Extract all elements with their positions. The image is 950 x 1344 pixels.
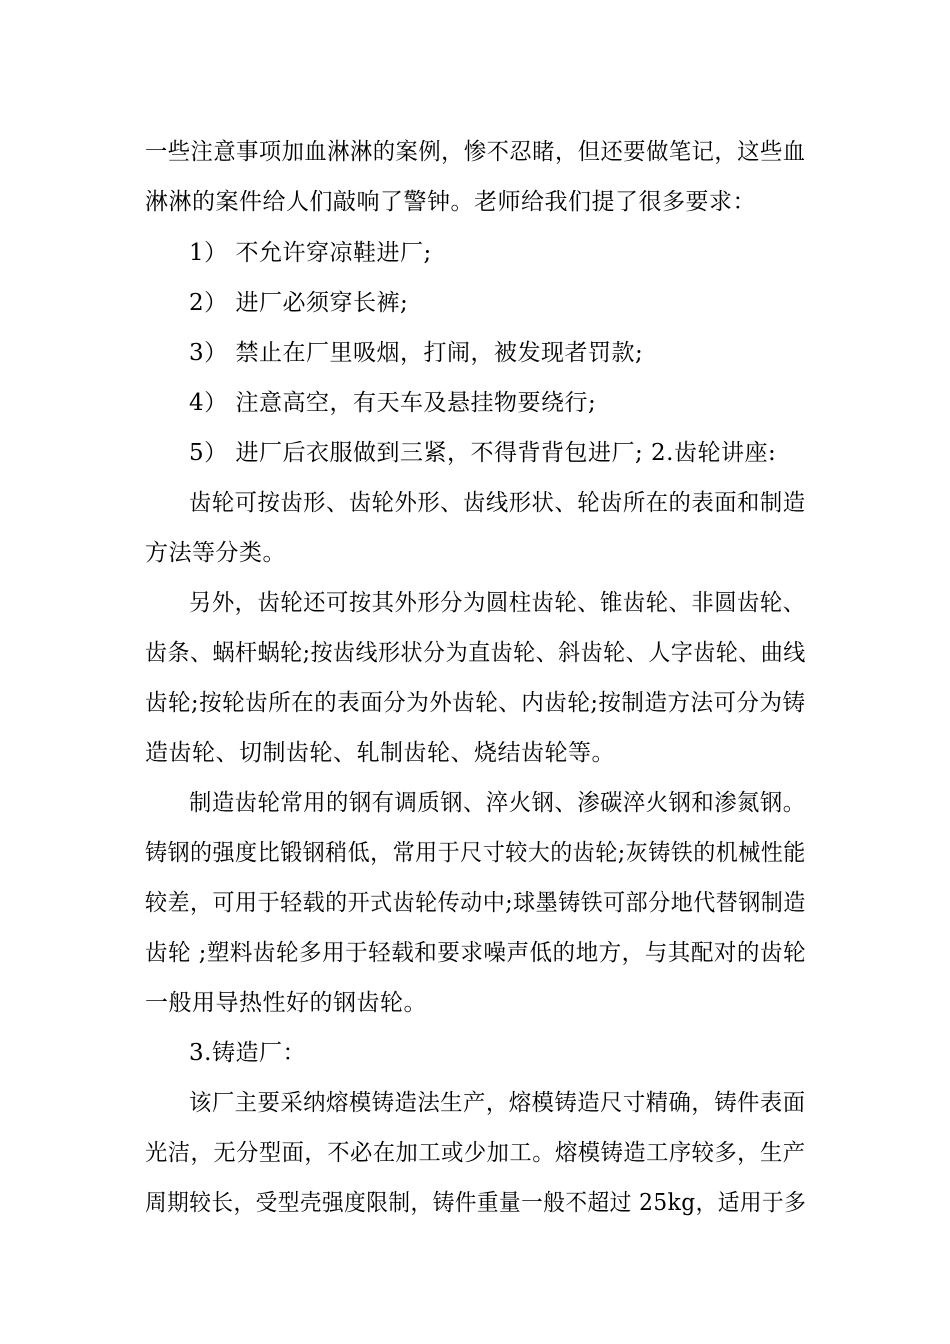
text-line: 一些注意事项加血淋淋的案例，惨不忍睹，但还要做笔记，这些血 [145,139,806,165]
text-line: 较差，可用于轻载的开式齿轮传动中;球墨铸铁可部分地代替钢制造 [145,890,806,916]
text-line: 齿轮 ;塑料齿轮多用于轻载和要求噪声低的地方，与其配对的齿轮 [145,940,807,966]
text-line: 另外，齿轮还可按其外形分为圆柱齿轮、锥齿轮、非圆齿轮、 [189,590,806,616]
text-line: 铸钢的强度比锻钢稍低，常用于尺寸较大的齿轮;灰铸铁的机械性能 [145,840,806,866]
text-line: 该厂主要采纳熔模铸造法生产，熔模铸造尺寸精确，铸件表面 [189,1090,806,1116]
list-item: 1） 不允许穿凉鞋进厂; [189,240,432,266]
list-item: 2） 进厂必须穿长裤; [189,290,409,316]
text-line: 光洁，无分型面，不必在加工或少加工。熔模铸造工序较多，生产 [145,1140,806,1166]
text-line: 齿轮;按轮齿所在的表面分为外齿轮、内齿轮;按制造方法可分为铸 [145,690,806,716]
text-line: 造齿轮、切制齿轮、轧制齿轮、烧结齿轮等。 [145,740,615,766]
text-line: 淋淋的案件给人们敲响了警钟。老师给我们提了很多要求： [145,189,756,215]
text-line: 齿条、蜗杆蜗轮;按齿线形状分为直齿轮、斜齿轮、人字齿轮、曲线 [145,640,806,666]
text-line: 方法等分类。 [145,540,286,566]
text-line: 周期较长，受型壳强度限制，铸件重量一般不超过 25kg，适用于多 [145,1190,807,1216]
section-heading: 3.铸造厂： [189,1040,306,1066]
text-line: 制造齿轮常用的钢有调质钢、淬火钢、渗碳淬火钢和渗氮钢。 [189,790,806,816]
text-line: 齿轮可按齿形、齿轮外形、齿线形状、轮齿所在的表面和制造 [189,490,806,516]
list-item: 4） 注意高空，有天车及悬挂物要绕行; [189,390,597,416]
text-line: 一般用导热性好的钢齿轮。 [145,990,427,1016]
list-item: 5） 进厂后衣服做到三紧，不得背背包进厂; 2.齿轮讲座: [189,440,777,466]
list-item: 3） 禁止在厂里吸烟，打闹，被发现者罚款; [189,340,644,366]
